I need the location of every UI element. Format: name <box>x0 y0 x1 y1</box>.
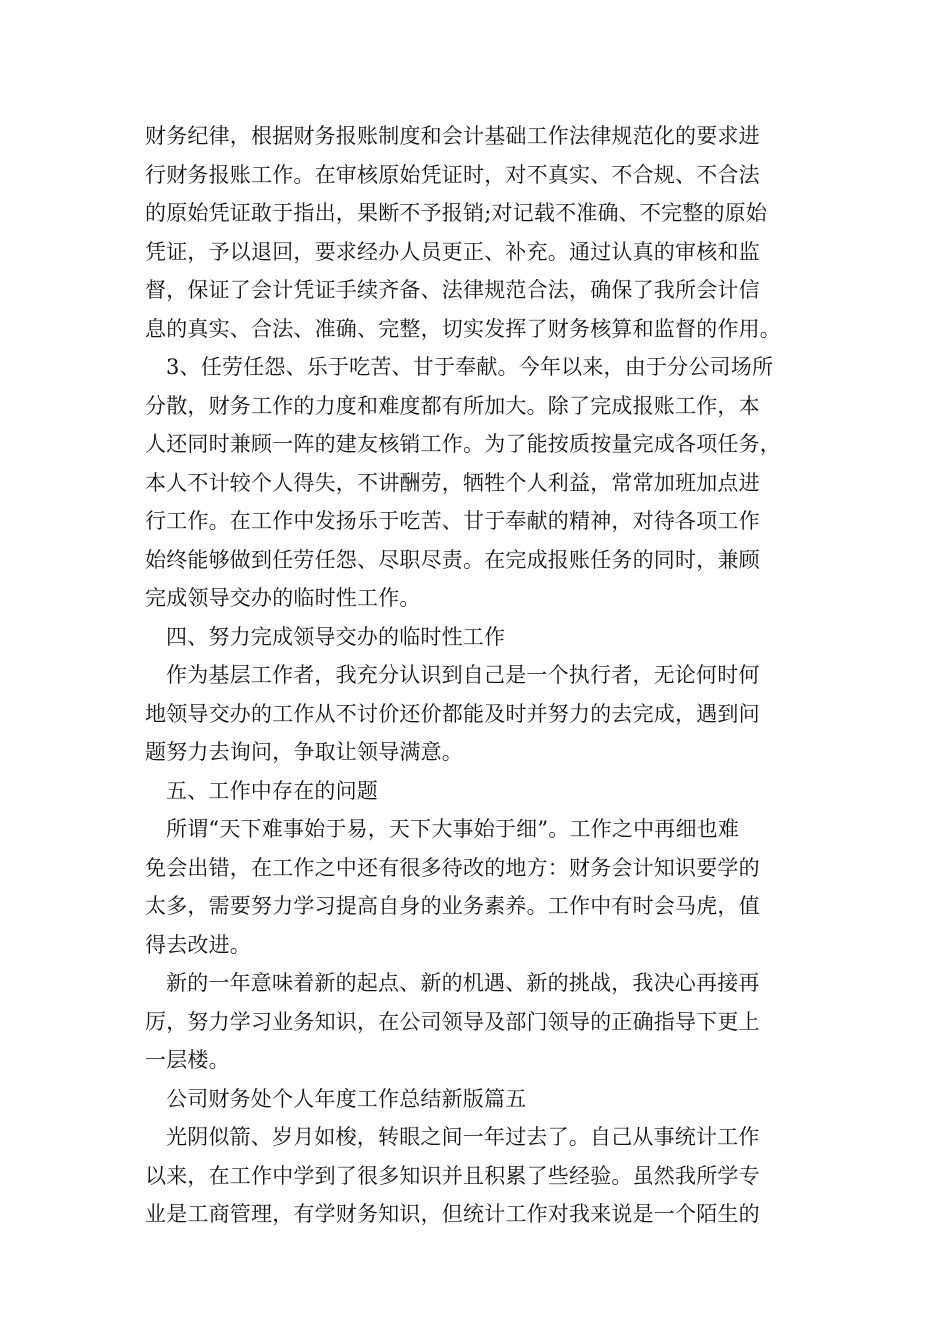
paragraph-p3 <box>145 618 815 657</box>
text-line: 得去改进。 <box>145 932 251 957</box>
text-line: 公司财务处个人年度工作总结新版篇五 <box>166 1086 527 1111</box>
paragraph-p5 <box>145 772 815 811</box>
text-line: 本人不计较个人得失，不讲酬劳，牺牲个人利益，常常加班加点进 <box>145 470 760 495</box>
text-line: 题努力去询问，争取让领导满意。 <box>145 740 463 764</box>
text-line: 光阴似箭、岁月如梭，转眼之间一年过去了。自己从事统计工作 <box>166 1125 760 1149</box>
paragraph-p8 <box>145 1080 815 1119</box>
paragraph-p1 <box>145 117 815 348</box>
text-line: 分散，财务工作的力度和难度都有所加大。除了完成报账工作，本 <box>145 393 760 418</box>
paragraph-p9 <box>145 1118 815 1234</box>
text-line: 督，保证了会计凭证手续齐备、法律规范合法，确保了我所会计信 <box>145 278 760 302</box>
text-line: 始终能够做到任劳任怨、尽职尽责。在完成报账任务的同时，兼顾 <box>145 547 760 572</box>
text-line: 新的一年意味着新的起点、新的机遇、新的挑战，我决心再接再 <box>166 971 760 995</box>
text-line: 业是工商管理，有学财务知识，但统计工作对我来说是一个陌生的 <box>145 1202 760 1226</box>
text-line: 五、工作中存在的问题 <box>166 778 378 803</box>
text-line: 行财务报账工作。在审核原始凭证时，对不真实、不合规、不合法 <box>145 162 760 187</box>
document-body <box>145 117 815 1234</box>
paragraph-p4 <box>145 656 815 772</box>
text-line: 完成领导交办的临时性工作。 <box>145 586 421 610</box>
text-line: 地领导交办的工作从不讨价还价都能及时并努力的去完成，遇到问 <box>145 701 760 726</box>
text-line: 人还同时兼顾一阵的建友核销工作。为了能按质按量完成各项任务， <box>145 432 781 456</box>
text-line: 太多，需要努力学习提高自身的业务素养。工作中有时会马虎，值 <box>145 894 760 918</box>
text-line: 免会出错，在工作之中还有很多待改的地方：财务会计知识要学的 <box>145 855 760 880</box>
text-line: 行工作。在工作中发扬乐于吃苦、甘于奉献的精神，对待各项工作 <box>145 509 760 533</box>
text-line: 厉，努力学习业务知识，在公司领导及部门领导的正确指导下更上 <box>145 1009 760 1034</box>
paragraph-p2 <box>145 348 815 618</box>
text-line: 一层楼。 <box>145 1048 230 1072</box>
paragraph-p6 <box>145 810 815 964</box>
text-line: 3、任劳任怨、乐于吃苦、甘于奉献。今年以来，由于分公司场所 <box>166 355 774 379</box>
text-line: 财务纪律，根据财务报账制度和会计基础工作法律规范化的要求进 <box>145 124 760 148</box>
text-line: 息的真实、合法、准确、完整，切实发挥了财务核算和监督的作用。 <box>145 316 781 341</box>
text-line: 四、努力完成领导交办的临时性工作 <box>166 624 506 649</box>
text-line: 凭证，予以退回，要求经办人员更正、补充。通过认真的审核和监 <box>145 239 760 264</box>
paragraph-p7 <box>145 964 815 1080</box>
text-line: 以来，在工作中学到了很多知识并且积累了些经验。虽然我所学专 <box>145 1163 760 1188</box>
text-line: 的原始凭证敢于指出，果断不予报销;对记载不准确、不完整的原始 <box>145 201 768 225</box>
text-line: 所谓“天下难事始于易，天下大事始于细”。工作之中再细也难 <box>166 817 740 841</box>
text-line: 作为基层工作者，我充分认识到自己是一个执行者，无论何时何 <box>166 663 760 687</box>
